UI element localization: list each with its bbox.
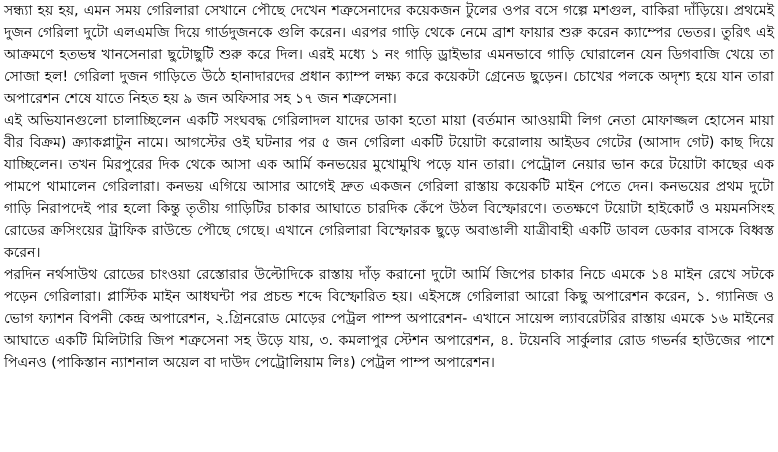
paragraph-3: পরদিন নর্থসাউথ রোডের চাংওয়া রেস্তোরার উল্টোদিকে রাস্তায় দাঁড় করানো দুটো আর্মি জিপের চাকার নিচে এমকে ১৪ মাইন রেখে সটকে পড়েন গেরিলারা। প্লাস্টিক মাইন আধঘন্টা পর প্রচন্ড শব্দে বিস্ফোরিত হয়। এইসঙ্গে গেরিলারা আরো কিছু অপারেশন করেন, ১. গ্যানিজ ও ভোগ ফ্যাশন বিপনী কেন্দ্র অপারেশন, ২.গ্রিনরোড মোড়ের পেট্রল পাম্প অপারেশন- এখানে সায়েন্স ল্যাবরেটরির রাস্তায় এমকে ১৬ মাইনের আঘাতে একটি মিলিটারি জিপ শত্রুসেনা সহ উড়ে যায়, ৩. কমলাপুর স্টেশন অপারেশন, ৪. টয়েনবি সার্কুলার রোড গভর্নর হাউজের পাশে পিএনও (পাকিস্তান ন্যাশনাল অয়েল বা দাউদ পেট্রোলিয়াম লিঃ) পেট্রল পাম্প অপারেশন। [4, 267, 774, 371]
paragraph-1: সন্ধ্যা হয় হয়, এমন সময় গেরিলারা সেখানে পৌছে দেখেন শত্রুসেনাদের কয়েকজন টুলের ওপর বসে গল্পে মশগুল, বাকিরা দাঁড়িয়ে। প্রথমেই দুজন গেরিলা দুটো এলএমজি দিয়ে গার্ডদুজনকে গুলি করেন। এরপর গাড়ি থেকে নেমে ব্রাশ ফায়ার শুরু করেন ক্যাম্পের ভেতর। তুরিৎ এই আক্রমণে হতভম্ব খানসেনারা ছুটোছুটি শুরু করে দিল। এরই মধ্যে ১ নং গাড়ি ড্রাইভার এমনভাবে গাড়ি ঘোরালেন যেন ডিগবাজি খেয়ে তা সোজা হল! গেরিলা দুজন গাড়িতে উঠে হানাদারদের প্রধান ক্যাম্প লক্ষ্য করে কয়েকটা গ্রেনেড ছুড়েন। চোখের পলকে অদৃশ্য হয়ে যান তারা অপারেশন শেষে যাতে নিহত হয় ৯ জন অফিসার সহ ১৭ জন শত্রুসেনা। [4, 3, 774, 107]
paragraph-2: এই অভিযানগুলো চালাচ্ছিলেন একটি সংঘবদ্ধ গেরিলাদল যাদের ডাকা হতো মায়া (বর্তমান আওয়ামী লিগ নেতা মোফাজ্জল হোসেন মায়া বীর বিক্রম) ক্র্যাকপ্লাটুন নামে। আগস্টের ওই ঘটনার পর ৫ জন গেরিলা একটি টয়োটা করোলায় আইডব গেটের (আসাদ গেট) কাছ দিয়ে যাচ্ছিলেন। তখন মিরপুরের দিক থেকে আসা এক আর্মি কনভয়ের মুখোমুখি পড়ে যান তারা। পেট্রোল নেয়ার ভান করে টয়োটা কাছের এক পামপে থামালেন গেরিলারা। কনভয় এগিয়ে আসার আগেই দ্রুত একজন গেরিলা রাস্তায় কয়েকটি মাইন পেতে দেন। কনভয়ের প্রথম দুটো গাড়ি নিরাপদেই পার হলো কিন্তু তৃতীয় গাড়িটির চাকার আঘাতে চারদিক কেঁপে উঠল বিস্ফোরণে। ততক্ষণে টয়োটা হাইকোর্ট ও ময়মনসিংহ রোডের ক্রসিংয়ের ট্রাফিক রাউন্ডে পৌছে গেছে। এখানে গেরিলারা বিস্ফোরক ছুড়ে অবাঙালী যাত্রীবাহী একটি ডাবল ডেকার বাসকে বিধ্বস্ত করেন। [4, 113, 774, 261]
